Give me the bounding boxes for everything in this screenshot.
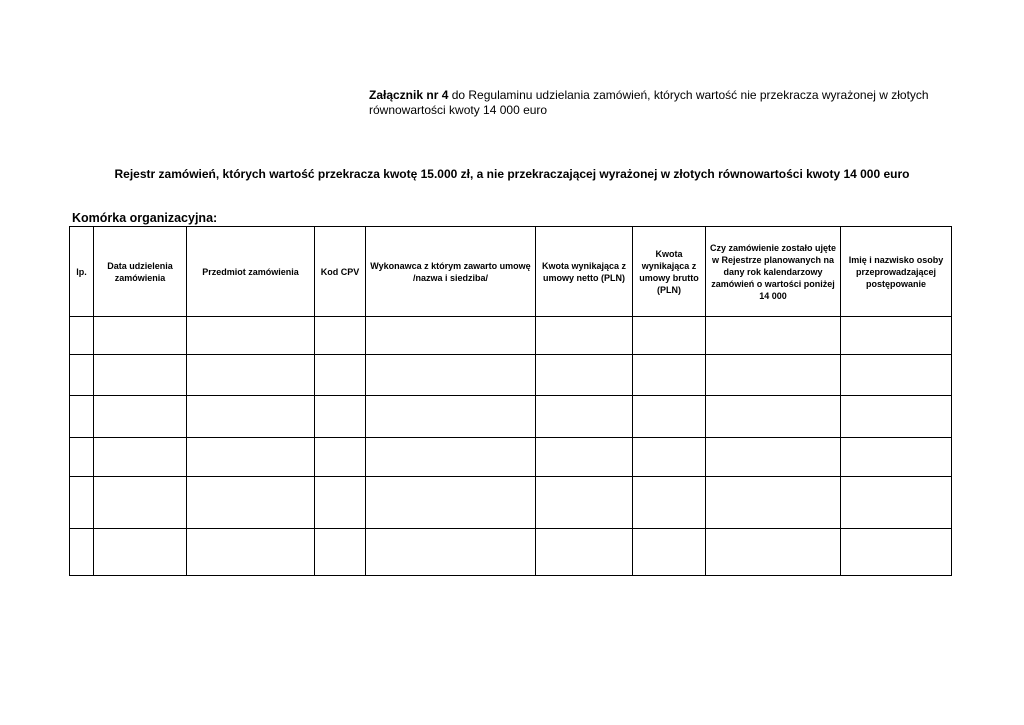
table-cell — [706, 355, 841, 396]
table-cell — [366, 529, 536, 576]
table-cell — [187, 477, 315, 529]
organizational-unit-label: Komórka organizacyjna: — [72, 211, 218, 225]
header-row — [70, 227, 952, 317]
table-body — [70, 317, 952, 576]
table-cell — [366, 355, 536, 396]
table-cell — [841, 438, 952, 477]
table-cell — [94, 438, 187, 477]
table-cell — [706, 396, 841, 438]
table-cell — [536, 317, 633, 355]
table-row — [70, 438, 952, 477]
table-cell — [187, 396, 315, 438]
table-cell — [70, 438, 94, 477]
table-cell — [315, 438, 366, 477]
table-cell — [70, 529, 94, 576]
table-cell — [94, 529, 187, 576]
table-row — [70, 529, 952, 576]
table-cell — [633, 529, 706, 576]
table-cell — [706, 317, 841, 355]
col-header-net-amount: Kwota wynikająca z umowy netto (PLN) — [536, 227, 633, 317]
table-cell — [187, 438, 315, 477]
table-cell — [187, 529, 315, 576]
table-cell — [841, 529, 952, 576]
table-cell — [633, 355, 706, 396]
table-row — [70, 355, 952, 396]
table-cell — [315, 529, 366, 576]
table-cell — [315, 317, 366, 355]
col-header-date: Data udzielenia zamówienia — [94, 227, 187, 317]
annex-text: do Regulaminu udzielania zamówień, których wartość nie przekracza wyrażonej w złotych równowartości kwoty 14 000 euro — [369, 88, 929, 117]
col-header-lp: lp. — [70, 227, 94, 317]
table-cell — [94, 317, 187, 355]
table-cell — [366, 396, 536, 438]
annex-note — [369, 88, 949, 118]
table-row — [70, 396, 952, 438]
col-header-responsible-person: Imię i nazwisko osoby przeprowadzającej postępowanie — [841, 227, 952, 317]
table-cell — [706, 529, 841, 576]
table-cell — [536, 355, 633, 396]
table-cell — [706, 477, 841, 529]
table-cell — [94, 355, 187, 396]
annex-label: Załącznik nr 4 — [369, 88, 449, 102]
register-table — [69, 226, 952, 576]
table-cell — [536, 396, 633, 438]
table-cell — [366, 438, 536, 477]
table-cell — [841, 355, 952, 396]
table-cell — [366, 477, 536, 529]
table-cell — [366, 317, 536, 355]
table-cell — [70, 355, 94, 396]
register-title: Rejestr zamówień, których wartość przekracza kwotę 15.000 zł, a nie przekraczającej wyrażonej w złotych równowartości kwoty 14 000 euro — [114, 167, 910, 181]
table-cell — [70, 396, 94, 438]
col-header-subject: Przedmiot zamówienia — [187, 227, 315, 317]
table-cell — [841, 317, 952, 355]
col-header-planned-register: Czy zamówienie zostało ujęte w Rejestrze planowanych na dany rok kalendarzowy zamówień o wartości poniżej 14 000 — [706, 227, 841, 317]
col-header-cpv: Kod CPV — [315, 227, 366, 317]
table-cell — [70, 317, 94, 355]
table-cell — [841, 396, 952, 438]
table-cell — [315, 396, 366, 438]
table-cell — [315, 477, 366, 529]
table-cell — [315, 355, 366, 396]
table-cell — [187, 317, 315, 355]
table-cell — [633, 317, 706, 355]
table-cell — [536, 438, 633, 477]
table-cell — [633, 396, 706, 438]
table-cell — [70, 477, 94, 529]
table-cell — [536, 529, 633, 576]
table-cell — [706, 438, 841, 477]
table-row — [70, 317, 952, 355]
col-header-gross-amount: Kwota wynikająca z umowy brutto (PLN) — [633, 227, 706, 317]
table-cell — [536, 477, 633, 529]
table-cell — [94, 477, 187, 529]
table-cell — [633, 438, 706, 477]
table-cell — [94, 396, 187, 438]
table-cell — [633, 477, 706, 529]
table-cell — [187, 355, 315, 396]
table-row — [70, 477, 952, 529]
table-cell — [841, 477, 952, 529]
col-header-contractor: Wykonawca z którym zawarto umowę /nazwa i siedziba/ — [366, 227, 536, 317]
